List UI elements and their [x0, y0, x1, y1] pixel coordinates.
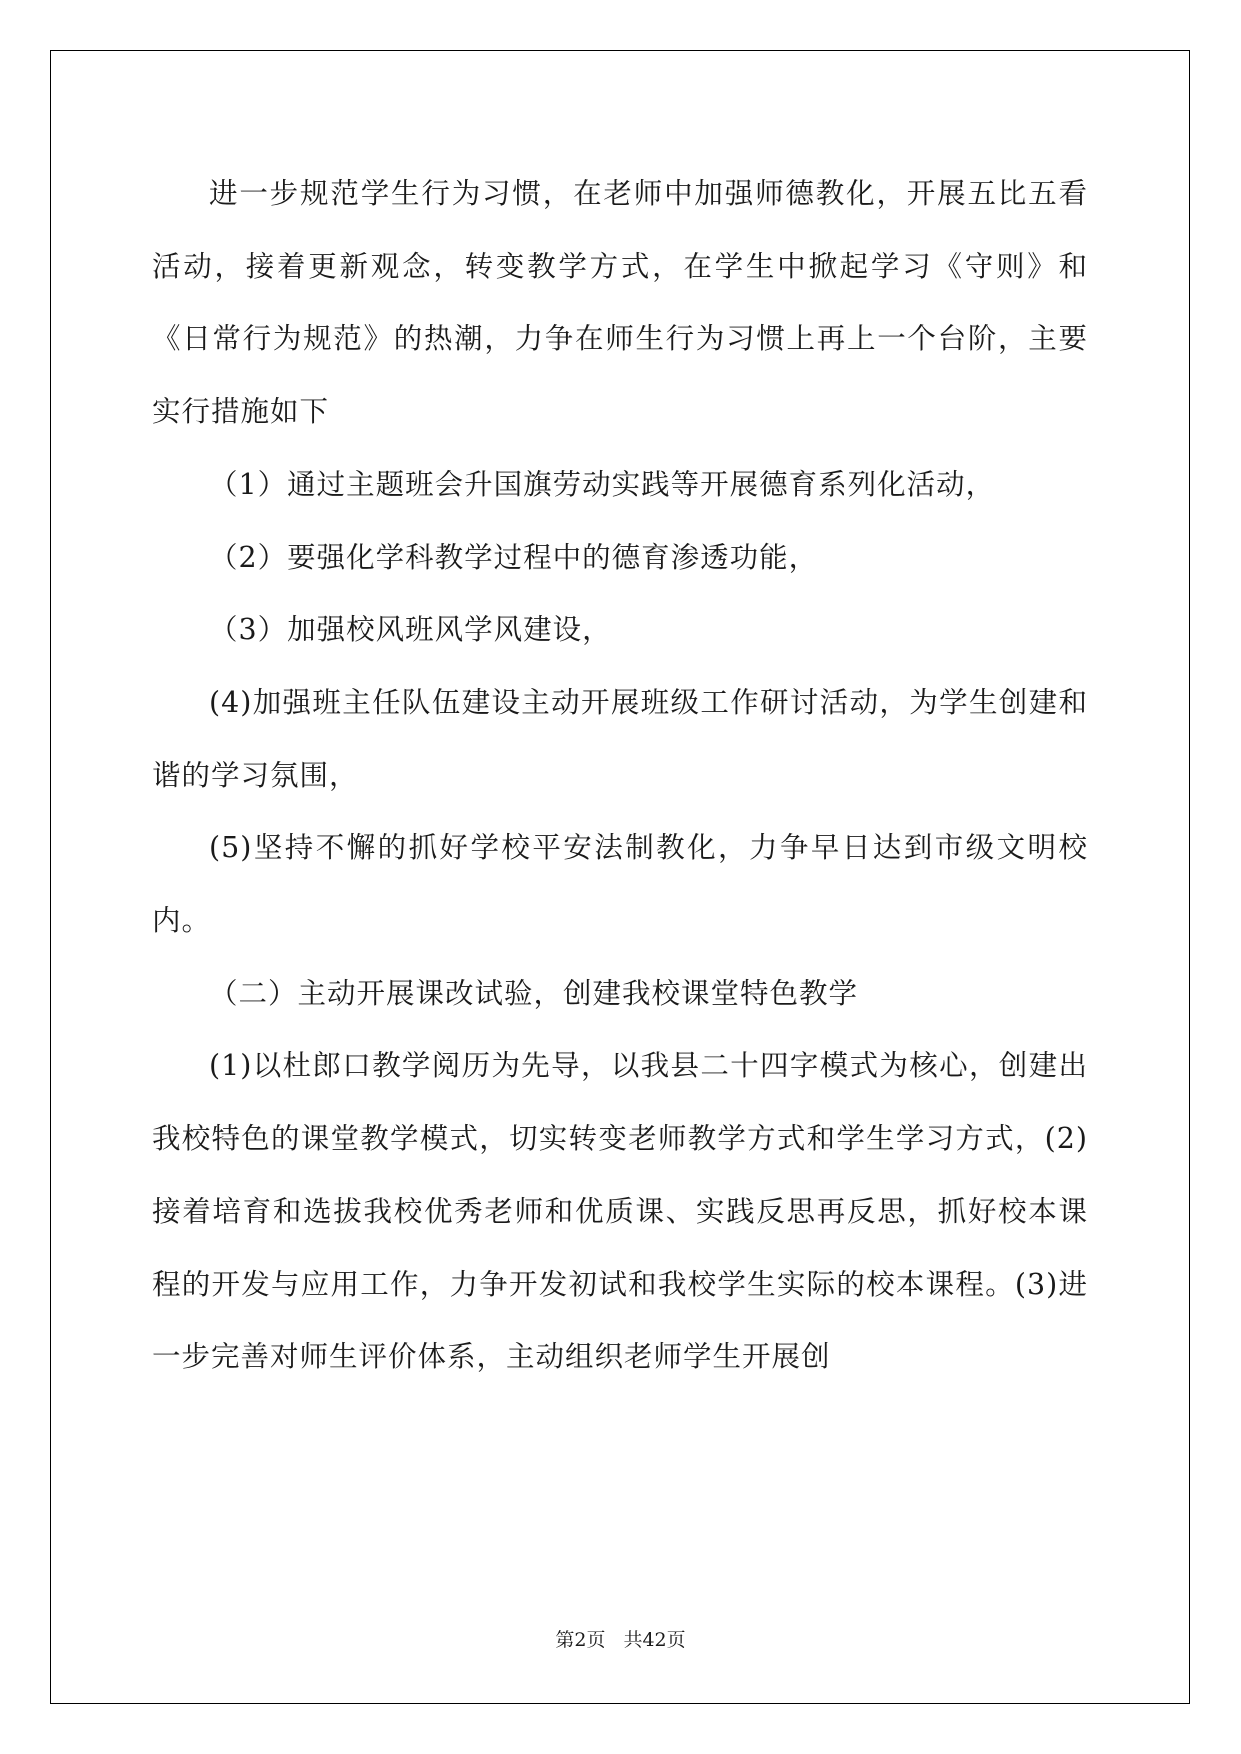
paragraph: （2）要强化学科教学过程中的德育渗透功能，	[209, 540, 819, 574]
paragraph: （3）加强校风班风学风建设，	[209, 613, 612, 647]
paragraph: (1)以杜郎口教学阅历为先导，以我县二十四字模式为核心，创建出我校特色的课堂教学模式，切实转变老师教学方式和学生学习方式，(2)接着培育和选拔我校优秀老师和优质课、实践反思再反思，抓好校本课程的开发与应用工作，力争开发初试和我校学生实际的校本课程。(3)进一步完善对师生评价体系，主动组织老师学生开展创	[152, 1049, 1088, 1374]
paragraph: （1）通过主题班会升国旗劳动实践等开展德育系列化活动，	[209, 467, 996, 501]
paragraph: (4)加强班主任队伍建设主动开展班级工作研讨活动，为学生创建和谐的学习氛围，	[152, 685, 1088, 792]
page-footer	[0, 1628, 1241, 1652]
paragraph: （二）主动开展课改试验，创建我校课堂特色教学	[209, 976, 859, 1010]
paragraph: (5)坚持不懈的抓好学校平安法制教化，力争早日达到市级文明校内。	[152, 831, 1088, 938]
page-number: 第2页	[555, 1629, 606, 1651]
document-body	[152, 158, 1088, 1394]
paragraph: 进一步规范学生行为习惯，在老师中加强师德教化，开展五比五看活动，接着更新观念，转变教学方式，在学生中掀起学习《守则》和《日常行为规范》的热潮，力争在师生行为习惯上再上一个台阶，主要实行措施如下	[152, 177, 1088, 429]
page-total: 共42页	[623, 1629, 686, 1651]
